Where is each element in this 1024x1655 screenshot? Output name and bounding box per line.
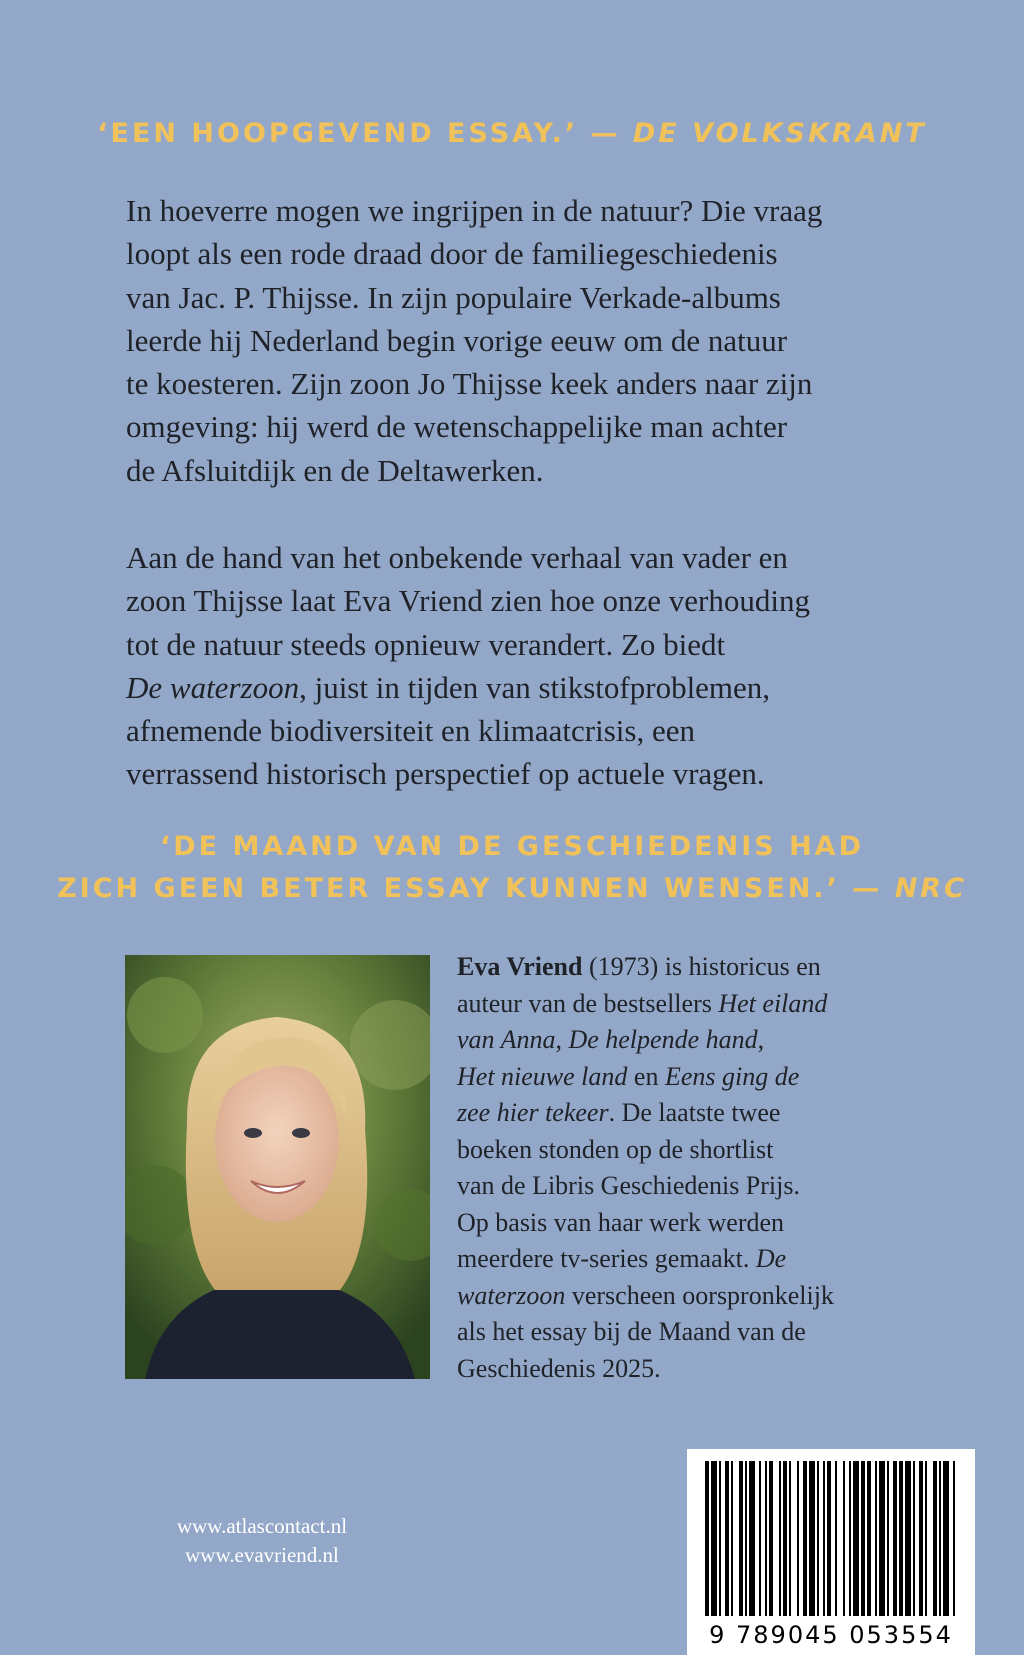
barcode-bar	[867, 1461, 871, 1616]
blurb-line: verrassend historisch perspectief op actuele vragen.	[126, 756, 765, 792]
blurb-line: Aan de hand van het onbekende verhaal van vader en	[126, 540, 788, 575]
book-title: De helpende hand	[568, 1025, 758, 1054]
blurb-paragraph-2	[126, 536, 926, 796]
barcode-bar	[879, 1461, 885, 1616]
book-title: zee hier tekeer	[457, 1098, 609, 1127]
bio-line	[457, 1059, 917, 1096]
barcode-bar	[823, 1461, 825, 1616]
bio-line	[457, 949, 917, 986]
book-title: waterzoon	[457, 1280, 566, 1310]
website-evavriend: www.evavriend.nl	[185, 1543, 339, 1567]
review-quote-nrc	[0, 826, 1024, 910]
blurb-line: leerde hij Nederland begin vorige eeuw om de natuur	[126, 322, 788, 358]
blurb-line	[126, 666, 926, 709]
bio-text: ,	[555, 1025, 569, 1054]
book-title: De	[755, 1244, 787, 1273]
quote-line	[0, 868, 1024, 910]
bio-line	[457, 1095, 917, 1132]
barcode-bar	[919, 1461, 923, 1616]
author-photo	[125, 955, 430, 1379]
publisher-websites	[152, 1512, 372, 1570]
bio-line: Geschiedenis 2025.	[457, 1353, 661, 1383]
author-name: Eva Vriend	[457, 952, 583, 981]
bio-line: Op basis van haar werk werden	[457, 1207, 785, 1237]
blurb-line: In hoeverre mogen we ingrijpen in de natuur? Die vraag	[126, 193, 823, 228]
barcode-bar	[843, 1461, 845, 1616]
quote-text: ZICH GEEN BETER ESSAY KUNNEN WENSEN.’ —	[57, 873, 883, 904]
bio-text: meerdere tv-series gemaakt.	[457, 1244, 756, 1273]
bio-line	[457, 1241, 917, 1278]
barcode-bar	[953, 1461, 955, 1616]
blurb-line: omgeving: hij werd de wetenschappelijke man achter	[126, 409, 788, 445]
barcode-bar	[739, 1461, 743, 1616]
book-title: Eens ging de	[664, 1061, 800, 1091]
bio-line	[457, 1278, 917, 1315]
barcode-bar	[809, 1461, 815, 1616]
blurb-line: tot de natuur steeds opnieuw verandert. Zo biedt	[126, 626, 726, 662]
quote-source: NRC	[894, 873, 967, 904]
bio-text: auteur van de bestsellers	[457, 988, 719, 1018]
bio-text: (1973) is historicus en	[582, 952, 821, 981]
bio-text: ,	[757, 1025, 765, 1054]
bio-text: en	[627, 1061, 665, 1091]
barcode-bars	[687, 1449, 975, 1619]
barcode-bar	[925, 1461, 927, 1616]
barcode-bar	[827, 1461, 831, 1616]
blurb-line: zoon Thijsse laat Eva Vriend zien hoe onze verhouding	[126, 583, 810, 619]
isbn-barcode	[687, 1449, 975, 1655]
barcode-bar	[789, 1461, 791, 1616]
barcode-bar	[905, 1461, 911, 1616]
barcode-bar	[939, 1461, 941, 1616]
book-title: van Anna	[457, 1025, 556, 1054]
blurb-text: , juist in tijden van stikstofproblemen,	[299, 669, 771, 705]
blurb-line: te koesteren. Zijn zoon Jo Thijsse keek anders naar zijn	[126, 366, 813, 402]
bio-line: van de Libris Geschiedenis Prijs.	[457, 1171, 800, 1200]
barcode-bar	[887, 1461, 889, 1616]
barcode-bar	[711, 1461, 717, 1616]
barcode-bar	[759, 1461, 761, 1616]
bio-text: verscheen oorspronkelijk	[565, 1280, 834, 1310]
barcode-bar	[943, 1461, 949, 1616]
bio-line	[457, 986, 917, 1023]
bio-line: als het essay bij de Maand van de	[457, 1317, 806, 1346]
quote-line: ‘DE MAAND VAN DE GESCHIEDENIS HAD	[160, 831, 864, 862]
barcode-bar	[849, 1461, 851, 1616]
barcode-bar	[749, 1461, 755, 1616]
barcode-bar	[731, 1461, 733, 1616]
barcode-bar	[705, 1461, 709, 1616]
barcode-bar	[745, 1461, 747, 1616]
blurb-line: de Afsluitdijk en de Deltawerken.	[126, 452, 544, 488]
book-title: Het eiland	[718, 988, 828, 1018]
bio-line: boeken stonden op de shortlist	[457, 1134, 774, 1164]
barcode-bar	[725, 1461, 729, 1616]
barcode-bar	[765, 1461, 767, 1616]
review-quote-volkskrant	[0, 113, 1024, 155]
book-title: Het nieuwe land	[457, 1061, 628, 1091]
author-portrait-illustration	[125, 955, 430, 1379]
bio-line	[457, 1022, 917, 1059]
author-bio	[457, 949, 917, 1387]
barcode-bar	[835, 1461, 837, 1616]
bio-text: . De laatste twee	[608, 1098, 781, 1127]
barcode-bar	[853, 1461, 859, 1616]
blurb-line: afnemende biodiversiteit en klimaatcrisis, een	[126, 713, 695, 749]
quote-source: DE VOLKSKRANT	[632, 118, 927, 149]
blurb-paragraph-1	[126, 189, 926, 492]
quote-text: ‘EEN HOOPGEVEND ESSAY.’ —	[97, 118, 621, 149]
isbn-number: 9 789045 053554	[709, 1621, 953, 1649]
website-atlascontact: www.atlascontact.nl	[176, 1514, 348, 1538]
barcode-bar	[913, 1461, 915, 1616]
barcode-bar	[797, 1461, 799, 1616]
barcode-bar	[899, 1461, 903, 1616]
barcode-bar	[783, 1461, 787, 1616]
book-title: De waterzoon	[126, 669, 300, 705]
barcode-bar	[817, 1461, 819, 1616]
barcode-bar	[769, 1461, 773, 1616]
barcode-bar	[719, 1461, 721, 1616]
barcode-bar	[893, 1461, 897, 1616]
barcode-bar	[861, 1461, 865, 1616]
barcode-bar	[933, 1461, 937, 1616]
blurb-line: loopt als een rode draad door de familiegeschiedenis	[126, 236, 778, 272]
barcode-bar	[875, 1461, 877, 1616]
blurb-line: van Jac. P. Thijsse. In zijn populaire Verkade-albums	[126, 279, 781, 315]
barcode-bar	[779, 1461, 781, 1616]
barcode-bar	[803, 1461, 807, 1616]
